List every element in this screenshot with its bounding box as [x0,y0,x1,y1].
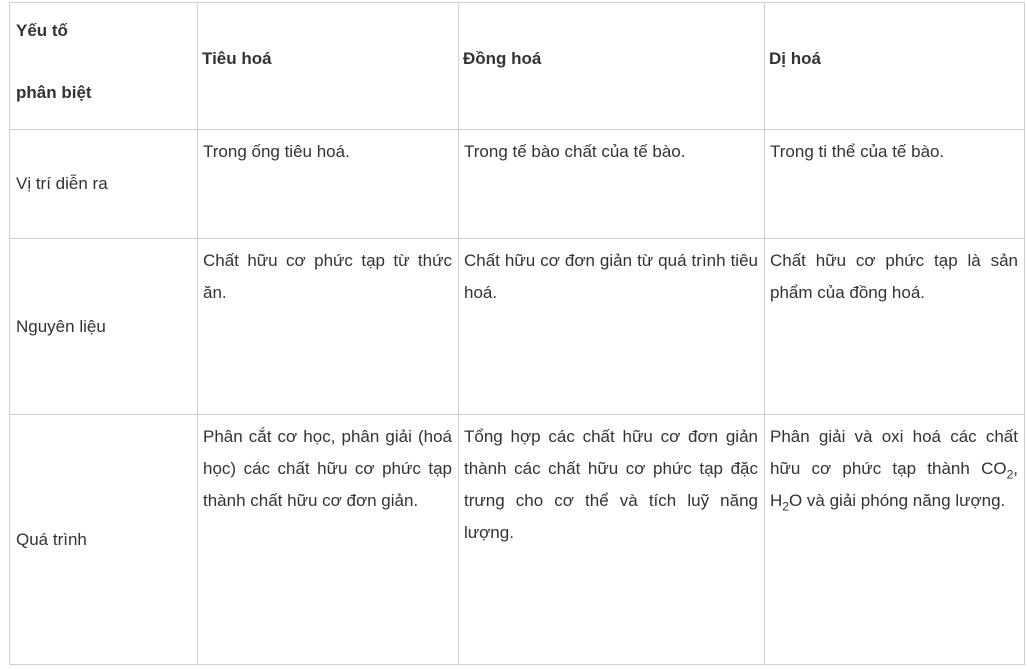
header-criteria-cell [10,3,198,130]
row-label-materials: Nguyên liệu [10,239,198,415]
header-catabolism: Dị hoá [765,3,1025,130]
cell-catabolism-materials: Chất hữu cơ phức tạp là sản phẩm của đồng hoá. [765,239,1025,415]
table-row [10,415,1025,665]
h2o-subscript: 2 [782,499,789,514]
co2-subscript: 2 [1006,467,1014,482]
catabolism-process-text-1: Phân giải và oxi hoá các chất hữu cơ phức tạp thành CO [770,427,1018,478]
header-criteria-line2: phân biệt [16,83,92,102]
catabolism-process-text-3: O và giải phóng năng lượng. [788,491,1006,510]
table-row [10,239,1025,415]
table-row [10,130,1025,239]
cell-catabolism-process [765,415,1025,665]
header-row [10,3,1025,130]
catabolism-process-text-2: , H [770,459,1018,510]
cell-anabolism-materials: Chất hữu cơ đơn giản từ quá trình tiêu hoá. [459,239,765,415]
row-label-process: Quá trình [10,415,198,665]
cell-digestion-process: Phân cắt cơ học, phân giải (hoá học) các chất hữu cơ phức tạp thành chất hữu cơ đơn giản. [198,415,459,665]
header-criteria-line1: Yếu tố [16,21,68,40]
header-digestion: Tiêu hoá [198,3,459,130]
cell-digestion-location: Trong ống tiêu hoá. [198,130,459,239]
cell-anabolism-process: Tổng hợp các chất hữu cơ đơn giản thành các chất hữu cơ phức tạp đặc trưng cho cơ thể và tích luỹ năng lượng. [459,415,765,665]
cell-catabolism-location: Trong ti thể của tế bào. [765,130,1025,239]
comparison-table [9,2,1025,665]
cell-anabolism-location: Trong tế bào chất của tế bào. [459,130,765,239]
cell-digestion-materials: Chất hữu cơ phức tạp từ thức ăn. [198,239,459,415]
row-label-location: Vị trí diễn ra [10,130,198,239]
header-anabolism: Đồng hoá [459,3,765,130]
